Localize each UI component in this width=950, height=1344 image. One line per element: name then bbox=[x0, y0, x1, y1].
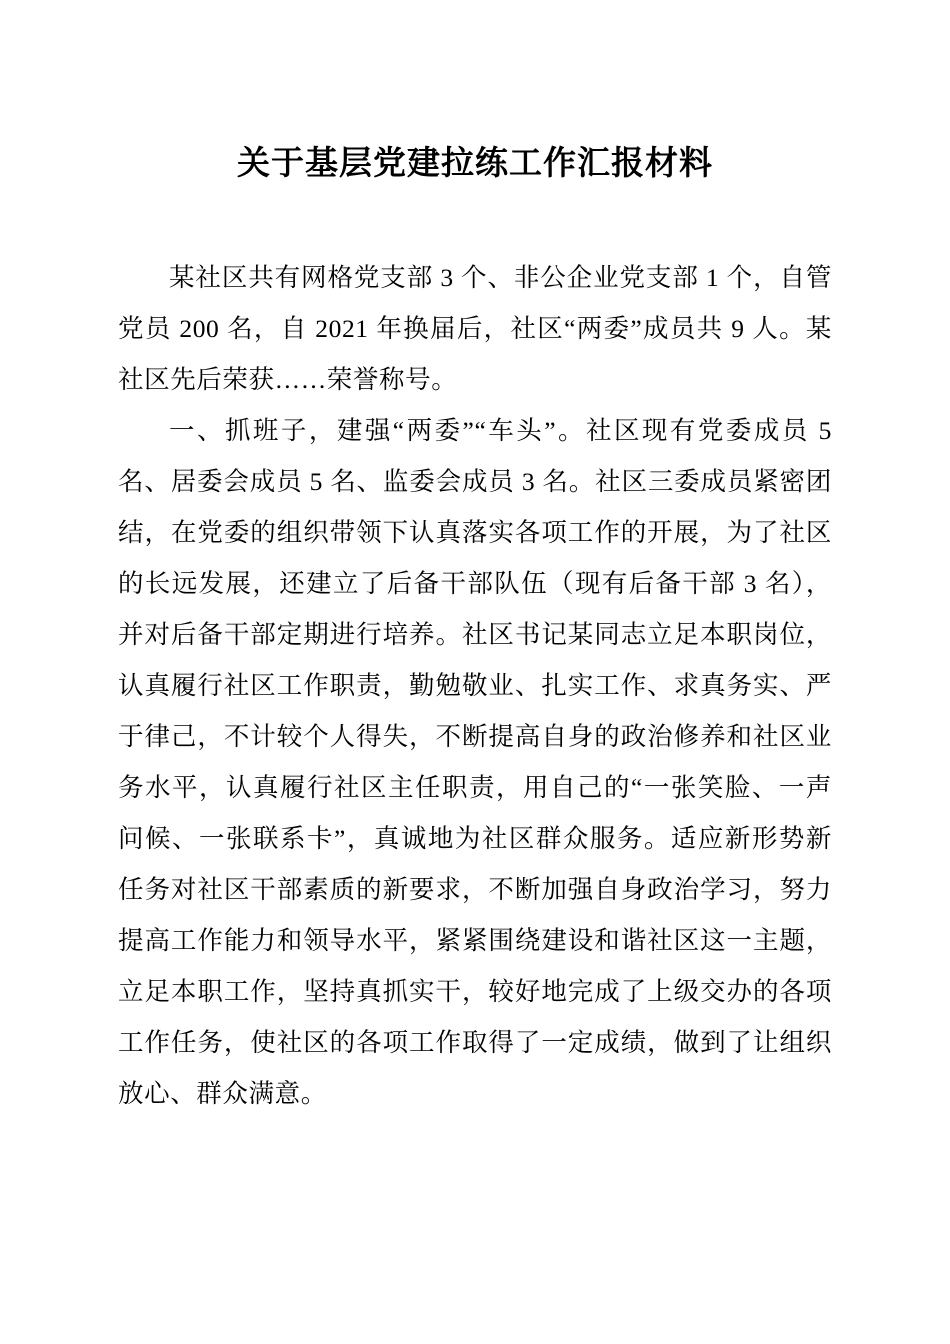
paragraph-intro: 某社区共有网格党支部 3 个、非公企业党支部 1 个，自管党员 200 名，自 2021 年换届后，社区“两委”成员共 9 人。某社区先后荣获……荣誉称号。 bbox=[118, 263, 832, 395]
page-title: 关于基层党建拉练工作汇报材料 bbox=[237, 143, 713, 182]
document-body bbox=[118, 252, 832, 1119]
paragraph-section-one: 一、抓班子，建强“两委”“车头”。社区现有党委成员 5 名、居委会成员 5 名、监委会成员 3 名。社区三委成员紧密团结，在党委的组织带领下认真落实各项工作的开展，为了社区的长远发展，还建立了后备干部队伍（现有后备干部 3 名），并对后备干部定期进行培养。社区书记某同志立足本职岗位，认真履行社区工作职责，勤勉敬业、扎实工作、求真务实、严于律己，不计较个人得失，不断提高自身的政治修养和社区业务水平，认真履行社区主任职责，用自己的“一张笑脸、一声问候、一张联系卡”，真诚地为社区群众服务。适应新形势新任务对社区干部素质的新要求，不断加强自身政治学习，努力提高工作能力和领导水平，紧紧围绕建设和谐社区这一主题，立足本职工作，坚持真抓实干，较好地完成了上级交办的各项工作任务，使社区的各项工作取得了一定成绩，做到了让组织放心、群众满意。 bbox=[118, 416, 832, 1109]
